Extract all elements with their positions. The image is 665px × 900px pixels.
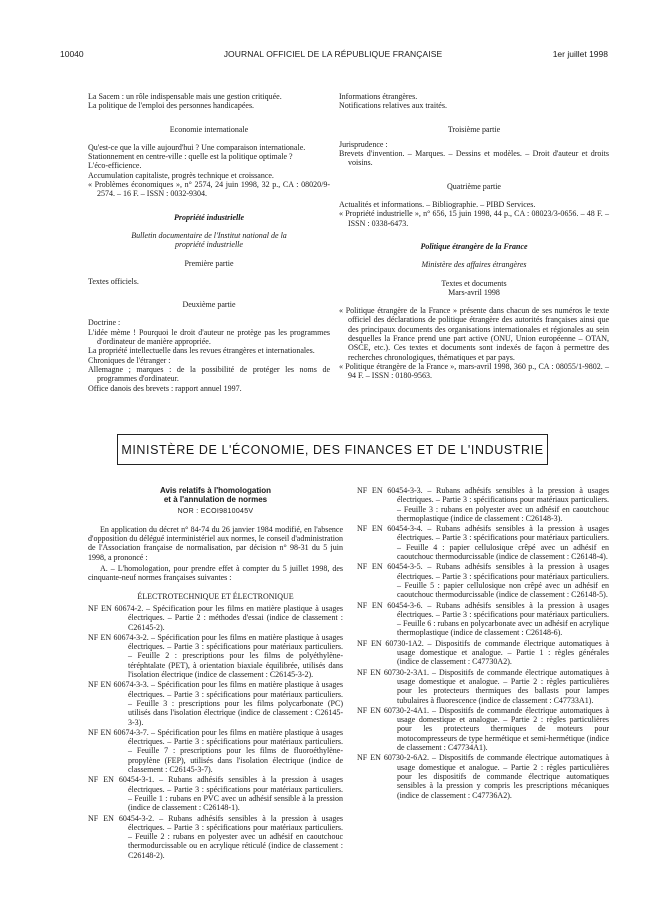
intro-line: Informations étrangères. (339, 92, 418, 101)
standard-entry: NF EN 60454-3-1. – Rubans adhésifs sensibles à la pression à usages électriques. – Partie 3 : spécifications pour matériaux particuliers. – Feuille 1 : rubans en PVC avec un adhésif sensible à la pression (indice de classement : C26148-1). (88, 775, 343, 813)
publication-reference: « Problèmes économiques », n° 2574, 24 juin 1998, 32 p., CA : 08020/9-2574. – 16 F. – ISSN : 0032-9304. (88, 180, 330, 199)
ministry-banner: MINISTÈRE DE L'ÉCONOMIE, DES FINANCES ET DE L'INDUSTRIE (117, 434, 548, 465)
list-item: Office danois des brevets : rapport annuel 1997. (88, 383, 242, 393)
publication-description: « Politique étrangère de la France » présente dans chacun de ses numéros le texte officiel des déclarations de politique étrangère des autorités françaises ainsi que des principaux documents des organisations internationales et régionales au sein desquelles la France prend une part active (ONU, Union européenne – OTAN, OSCE, etc.). Ces textes et documents sont indexés de façon à permettre des recherches chronologiques, thématiques et par pays. (339, 306, 609, 362)
intro-line: Notifications relatives aux traités. (339, 101, 447, 111)
standard-entry: NF EN 60674-2. – Spécification pour les films en matière plastique à usages électriques. – Partie 2 : méthodes d'essai (indice de classement : C26145-2). (88, 603, 343, 632)
publication-reference: « Propriété industrielle », n° 656, 15 juin 1998, 44 p., CA : 08023/3-0656. – 48 F. – ISSN : 0338-6473. (339, 209, 609, 228)
standard-entry: NF EN 60730-1A2. – Dispositifs de commande électrique automatiques à usage domestique et analogue. – Partie 1 : règles générales (indice de classement : C47730A2). (357, 638, 609, 667)
standard-entry: NF EN 60454-3-6. – Rubans adhésifs sensibles à la pression à usages électriques. – Partie 3 : spécifications pour matériaux particuliers. – Feuille 6 : rubans en polycarbonate avec un adhésif en acrylique thermoplastique (indice de classement : C26148-6). (357, 600, 609, 638)
intro-line: La Sacem : un rôle indispensable mais une gestion critiquée. (88, 92, 282, 101)
top-left-column (88, 92, 330, 393)
list-item: Accumulation capitaliste, progrès technique et croissance. (88, 170, 274, 180)
issue-period: Mars-avril 1998 (448, 287, 500, 297)
list-item: Allemagne ; marques : de la possibilité de protéger les noms de programmes d'ordinateur. (88, 364, 330, 384)
bottom-left-column (88, 486, 343, 861)
publication-subtitle: Bulletin documentaire de l'Institut national de la propriété industrielle (131, 230, 287, 250)
standard-entry: NF EN 60674-3-3. – Spécification pour les films en matière plastique à usages électriques. – Partie 3 : spécifications pour matériaux particuliers. – Feuille 3 : prescriptions pour les films polycarbonate (PC) utilisés dans l'isolation électrique (indice de classement : C26145-3-3). (88, 680, 343, 727)
notice-paragraph: A. – L'homologation, pour prendre effet à compter du 5 juillet 1998, des cinquante-neuf normes françaises suivantes : (88, 564, 343, 583)
part-heading: Quatrième partie (447, 181, 501, 191)
section-heading: ÉLECTROTECHNIQUE ET ÉLECTRONIQUE (137, 591, 294, 601)
notice-paragraph: En application du décret n° 84-74 du 26 janvier 1984 modifié, en l'absence d'opposition du délégué interministériel aux normes, le conseil d'administration de l'Association française de normalisation, par décision n° 98-31 du 5 juin 1998, a prononcé : (88, 524, 343, 562)
list-item: Doctrine : (88, 318, 121, 328)
texts-label: Textes et documents (441, 278, 507, 288)
list-item: Jurisprudence : (339, 139, 388, 149)
standard-entry: NF EN 60730-2-4A1. – Dispositifs de commande électrique automatiques à usage domestique et analogue. – Partie 2 : règles particulières pour les protecteurs thermiques de moteurs pour motocompresseurs de type hermétique et semi-hermétique (indice de classement : C47734A1). (357, 705, 609, 753)
standard-entry: NF EN 60674-3-2. – Spécification pour les films en matière plastique à usages électriques. – Partie 3 : spécifications pour matériaux particuliers. – Feuille 2 : prescriptions pour les films de polyéthylène-téréphtalate (PET), à orientation biaxiale équilibrée, utilisés dans l'isolation électrique (indice de classement : C26145-3-2). (88, 632, 343, 680)
list-item: L'idée mème ! Pourquoi le droit d'auteur ne protège pas les programmes d'ordinateur de manière appropriée. (88, 327, 330, 347)
notice-title: Avis relatifs à l'homologation (160, 486, 271, 495)
list-item: Qu'est-ce que la ville aujourd'hui ? Une comparaison internationale. (88, 142, 306, 152)
publication-title: Propriété industrielle (174, 212, 244, 222)
standard-entry: NF EN 60454-3-5. – Rubans adhésifs sensibles à la pression à usages électriques. – Partie 3 : spécifications pour matériaux particuliers. – Feuille 5 : papier cellulosique non crêpé avec un adhésif en caoutchouc thermodurcissable (indice de classement : C26148-5). (357, 562, 609, 600)
list-item: Stationnement en centre-ville : quelle est la politique optimale ? (88, 152, 293, 162)
part-text: Textes officiels. (88, 276, 139, 286)
nor-reference: NOR : ECOI9810045V (177, 507, 254, 515)
standard-entry: NF EN 60730-2-3A1. – Dispositifs de commande électrique automatiques à usage domestique et analogue. – Partie 2 : règles particulières pour les protecteurs thermiques des ballasts pour lampes tubulaires à fluorescence (indice de classement : C47733A1). (357, 667, 609, 705)
part-heading: Troisième partie (447, 124, 501, 134)
journal-title: JOURNAL OFFICIEL DE LA RÉPUBLIQUE FRANÇAISE (223, 49, 443, 59)
section-heading: Economie internationale (169, 124, 249, 134)
standard-entry: NF EN 60730-2-6A2. – Dispositifs de commande électrique automatiques à usage domestique et analogue. – Partie 2 : règles particulières pour les dispositifs de commande électrique automatiques sensibles à la pression y compris les prescriptions mécaniques (indice de classement : C47736A2). (357, 753, 609, 800)
standard-entry: NF EN 60454-3-4. – Rubans adhésifs sensibles à la pression à usages électriques. – Partie 3 : spécifications pour matériaux particuliers. – Feuille 4 : papier cellulosique crêpé avec un adhésif en caoutchouc thermodurcissable (indice de classement : C26148-4). (357, 524, 609, 562)
part-text: Actualités et informations. – Bibliographie. – PIBD Services. (339, 200, 536, 210)
standard-entry: NF EN 60454-3-3. – Rubans adhésifs sensibles à la pression à usages électriques. – Partie 3 : spécifications pour matériaux particuliers. – Feuille 3 : rubans en polyester avec un adhésif en caoutchouc thermoplastique (indice de classement : C26148-3). (357, 486, 609, 523)
top-right-column (339, 92, 609, 381)
intro-line: La politique de l'emploi des personnes handicapées. (88, 101, 255, 111)
list-item: Chroniques de l'étranger : (88, 355, 171, 365)
publication-title: Politique étrangère de la France (420, 241, 528, 251)
standard-entry: NF EN 60454-3-2. – Rubans adhésifs sensibles à la pression à usages électriques. – Partie 3 : spécifications pour matériaux particuliers. – Feuille 2 : rubans en polyester avec un adhésif en caoutchouc thermodurcissable ou en acrylique réticulé (indice de classement : C26148-2). (88, 813, 343, 860)
part-heading: Première partie (184, 258, 234, 268)
standard-entry: NF EN 60674-3-7. – Spécification pour les films en matière plastique à usages électriques. – Partie 3 : spécifications pour matériaux particuliers. – Feuille 7 : prescriptions pour les films de fluoroéthylène-propylène (FEP), utilisés dans l'isolation électrique (indice de classement : C26145-3-7). (88, 727, 343, 775)
bottom-right-column (357, 486, 609, 801)
list-item: Brevets d'invention. – Marques. – Dessins et modèles. – Droit d'auteur et droits voisins. (339, 149, 609, 168)
running-header (58, 49, 608, 61)
notice-title: et à l'annulation de normes (163, 495, 268, 505)
list-item: La propriété intellectuelle dans les revues étrangères et internationales. (88, 346, 315, 356)
publication-subtitle: Ministère des affaires étrangères (421, 260, 527, 270)
part-heading: Deuxième partie (182, 300, 236, 310)
list-item: L'éco-efficience. (88, 161, 142, 171)
page-number: 10040 (60, 49, 84, 59)
issue-date: 1er juillet 1998 (552, 49, 608, 59)
publication-reference: « Politique étrangère de la France », mars-avril 1998, 360 p., CA : 08055/1-9802. – 94 F. – ISSN : 0180-9563. (339, 361, 609, 381)
